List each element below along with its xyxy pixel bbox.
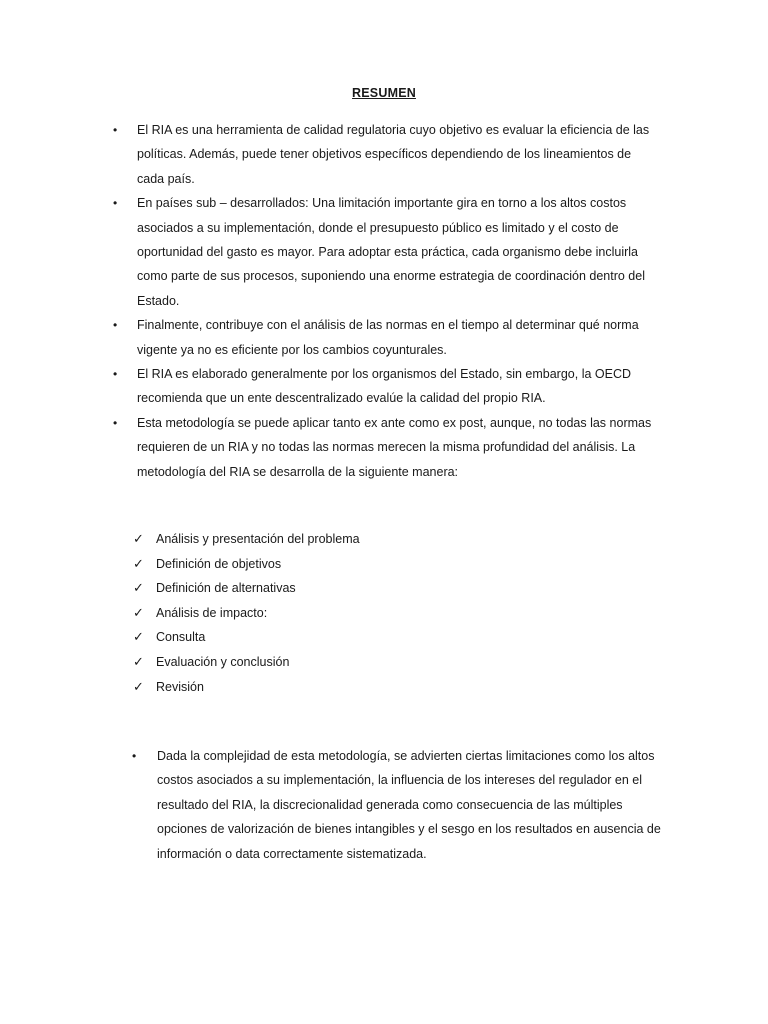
- step-text: Análisis de impacto:: [156, 605, 268, 620]
- checkmark-icon: ✓: [133, 580, 144, 596]
- bullet-icon: •: [113, 318, 118, 333]
- step-text: Definición de objetivos: [156, 556, 282, 571]
- list-item: [0, 601, 768, 626]
- summary-bullet-list: [0, 118, 768, 484]
- list-item: [0, 118, 768, 191]
- bullet-icon: •: [113, 123, 118, 137]
- list-item: [0, 744, 768, 866]
- checkmark-icon: ✓: [133, 555, 144, 571]
- list-item: [0, 527, 768, 552]
- methodology-steps-list: [0, 527, 768, 699]
- bullet-text: Esta metodología se puede aplicar tanto ex ante como ex post, aunque, no todas las normas requieren de un RIA y no todas las normas merecen la misma profundidad del análisis. La metodología del RIA se desarrolla de la siguiente manera:: [137, 415, 652, 479]
- page-title: RESUMEN: [352, 86, 416, 100]
- checkmark-icon: ✓: [133, 653, 144, 669]
- limitations-bullet-list: [0, 744, 768, 866]
- bullet-text: El RIA es una herramienta de calidad regulatoria cuyo objetivo es evaluar la eficiencia de las políticas. Además, puede tener objetivos específicos dependiendo de los lineamientos de cada país.: [137, 123, 650, 186]
- list-item: [0, 576, 768, 601]
- list-item: [0, 675, 768, 700]
- bullet-icon: •: [113, 367, 118, 382]
- list-item: [0, 313, 768, 362]
- list-item: [0, 650, 768, 675]
- checkmark-icon: ✓: [133, 531, 144, 546]
- list-item: [0, 411, 768, 484]
- bullet-text: Finalmente, contribuye con el análisis de las normas en el tiempo al determinar qué norma vigente ya no es eficiente por los cambios coyunturales.: [137, 318, 639, 357]
- bullet-icon: •: [113, 415, 118, 430]
- step-text: Consulta: [156, 630, 206, 645]
- bullet-text: En países sub – desarrollados: Una limitación importante gira en torno a los altos costos asociados a su implementación, donde el presupuesto público es limitado y el costo de oportunidad del gasto es mayor. Para adoptar esta práctica, cada organismo debe incluirla como parte de sus procesos, suponiendo una enorme estrategia de coordinación dentro del Estado.: [137, 196, 645, 308]
- checkmark-icon: ✓: [133, 678, 144, 694]
- checkmark-icon: ✓: [133, 604, 144, 620]
- bullet-text: El RIA es elaborado generalmente por los organismos del Estado, sin embargo, la OECD recomienda que un ente descentralizado evalúe la calidad del propio RIA.: [137, 367, 632, 406]
- list-item: [0, 552, 768, 577]
- step-text: Evaluación y conclusión: [156, 654, 290, 669]
- step-text: Definición de alternativas: [156, 581, 296, 596]
- checkmark-icon: ✓: [133, 629, 144, 645]
- list-item: [0, 362, 768, 411]
- bullet-text: Dada la complejidad de esta metodología, se advierten ciertas limitaciones como los altos costos asociados a su implementación, la influencia de los intereses del regulador en el resultado del RIA, la discrecionalidad generada como consecuencia de las múltiples opciones de valorización de bienes intangibles y el sesgo en los resultados en ausencia de información o data correctamente sistematizada.: [157, 749, 661, 861]
- bullet-icon: •: [113, 196, 118, 211]
- step-text: Revisión: [156, 679, 204, 694]
- list-item: [0, 191, 768, 313]
- list-item: [0, 625, 768, 650]
- step-text: Análisis y presentación del problema: [156, 532, 360, 546]
- bullet-icon: •: [132, 749, 137, 763]
